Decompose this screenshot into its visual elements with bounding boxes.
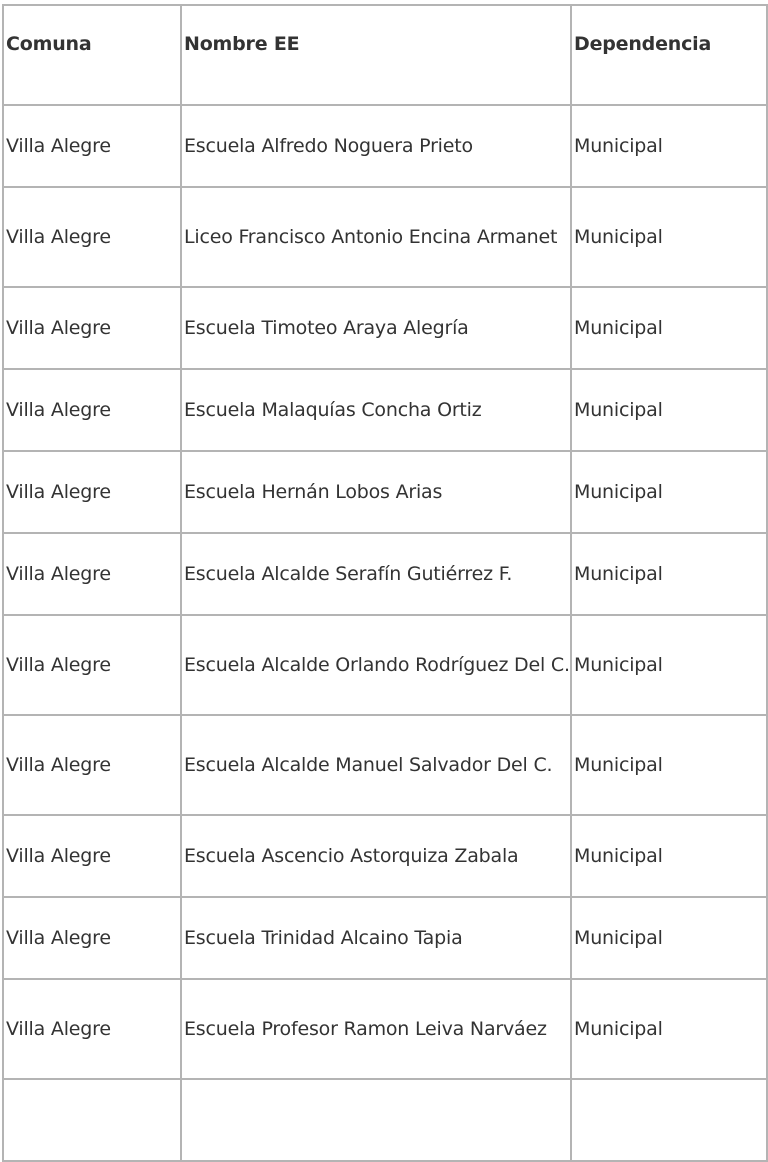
cell-dependencia: Municipal <box>571 897 767 979</box>
table-row <box>3 287 767 369</box>
cell-nombre: Escuela Timoteo Araya Alegría <box>181 287 571 369</box>
table-row <box>3 369 767 451</box>
cell-dependencia: Municipal <box>571 451 767 533</box>
header-dependencia: Dependencia <box>571 5 767 105</box>
cell-dependencia: Municipal <box>571 533 767 615</box>
cell-nombre: Escuela Alfredo Noguera Prieto <box>181 105 571 187</box>
cell-comuna: Villa Alegre <box>3 287 181 369</box>
table-row <box>3 451 767 533</box>
cell-comuna: Villa Alegre <box>3 451 181 533</box>
cell-comuna: Villa Alegre <box>3 615 181 715</box>
cell-comuna: Villa Alegre <box>3 979 181 1079</box>
cell-comuna <box>3 1079 181 1161</box>
header-nombre-ee: Nombre EE <box>181 5 571 105</box>
table-row <box>3 533 767 615</box>
cell-comuna: Villa Alegre <box>3 105 181 187</box>
cell-nombre: Escuela Hernán Lobos Arias <box>181 451 571 533</box>
cell-dependencia: Municipal <box>571 287 767 369</box>
cell-nombre: Escuela Profesor Ramon Leiva Narváez <box>181 979 571 1079</box>
table-row <box>3 187 767 287</box>
cell-comuna: Villa Alegre <box>3 715 181 815</box>
cell-nombre: Liceo Francisco Antonio Encina Armanet <box>181 187 571 287</box>
cell-dependencia: Municipal <box>571 615 767 715</box>
table-row <box>3 979 767 1079</box>
cell-dependencia <box>571 1079 767 1161</box>
table-row <box>3 105 767 187</box>
cell-comuna: Villa Alegre <box>3 533 181 615</box>
cell-comuna: Villa Alegre <box>3 187 181 287</box>
cell-nombre: Escuela Alcalde Orlando Rodríguez Del C. <box>181 615 571 715</box>
cell-nombre: Escuela Ascencio Astorquiza Zabala <box>181 815 571 897</box>
table-row <box>3 1079 767 1161</box>
cell-comuna: Villa Alegre <box>3 897 181 979</box>
cell-nombre: Escuela Alcalde Manuel Salvador Del C. <box>181 715 571 815</box>
cell-dependencia: Municipal <box>571 815 767 897</box>
table-row <box>3 615 767 715</box>
table-header-row <box>3 5 767 105</box>
cell-dependencia: Municipal <box>571 979 767 1079</box>
cell-dependencia: Municipal <box>571 715 767 815</box>
cell-nombre: Escuela Trinidad Alcaino Tapia <box>181 897 571 979</box>
cell-dependencia: Municipal <box>571 187 767 287</box>
schools-table <box>2 4 768 1162</box>
cell-comuna: Villa Alegre <box>3 369 181 451</box>
table-row <box>3 897 767 979</box>
cell-dependencia: Municipal <box>571 105 767 187</box>
cell-nombre <box>181 1079 571 1161</box>
cell-nombre: Escuela Malaquías Concha Ortiz <box>181 369 571 451</box>
table-row <box>3 715 767 815</box>
table-row <box>3 815 767 897</box>
cell-nombre: Escuela Alcalde Serafín Gutiérrez F. <box>181 533 571 615</box>
header-comuna: Comuna <box>3 5 181 105</box>
cell-dependencia: Municipal <box>571 369 767 451</box>
cell-comuna: Villa Alegre <box>3 815 181 897</box>
